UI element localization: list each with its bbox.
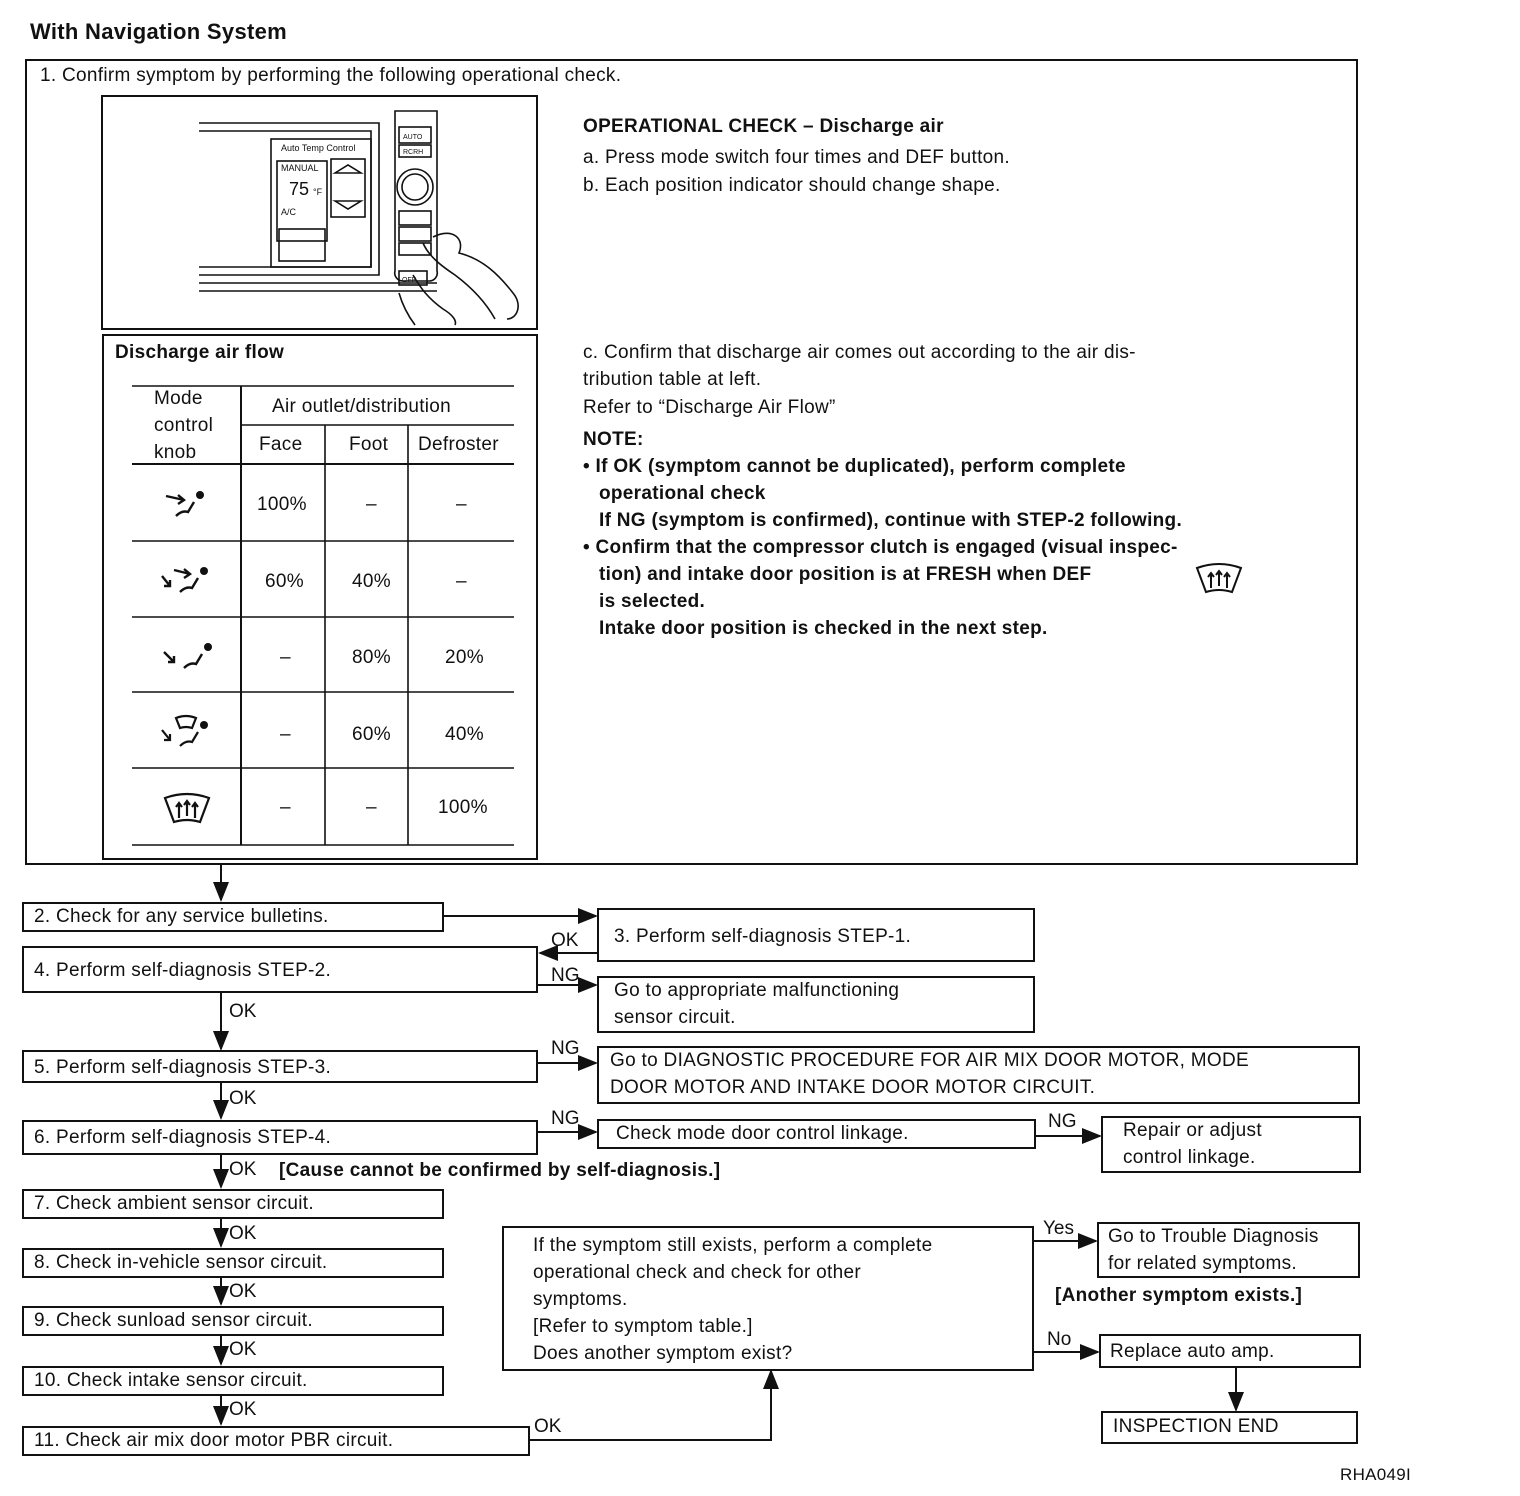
step4-ng-line1: Go to appropriate malfunctioning [614, 980, 900, 1001]
row2-face: 60% [265, 571, 304, 592]
note2-line-a: • Confirm that the compressor clutch is engaged (visual inspec- [583, 537, 1178, 558]
step5-label: 5. Perform self-diagnosis STEP-3. [34, 1057, 332, 1078]
step10-label: 10. Check intake sensor circuit. [34, 1370, 308, 1391]
trouble-diagnosis-line1: Go to Trouble Diagnosis [1108, 1226, 1319, 1247]
step1-label: 1. Confirm symptom by performing the following operational check. [40, 65, 622, 86]
step5-ng-line2: DOOR MOTOR AND INTAKE DOOR MOTOR CIRCUIT. [610, 1077, 1096, 1098]
no-label: No [1047, 1329, 1072, 1350]
row3-face: – [280, 647, 291, 668]
note2-line-b: tion) and intake door position is at FRESH when DEF [599, 564, 1092, 585]
panel-unit: °F [313, 187, 323, 197]
panel-off-button: OFF [402, 277, 416, 284]
step8-ok-label: OK [229, 1281, 257, 1302]
note-heading: NOTE: [583, 429, 644, 450]
row1-def: – [456, 494, 467, 515]
step5-ok-label: OK [229, 1088, 257, 1109]
step4-label: 4. Perform self-diagnosis STEP-2. [34, 960, 332, 981]
repair-linkage-line2: control linkage. [1123, 1147, 1256, 1168]
row3-foot: 80% [352, 647, 391, 668]
trouble-diagnosis-line2: for related symptoms. [1108, 1253, 1297, 1274]
step6-ng-label: Check mode door control linkage. [616, 1123, 909, 1144]
step3-label: 3. Perform self-diagnosis STEP-1. [614, 926, 912, 947]
row1-face: 100% [257, 494, 307, 515]
panel-recirc-button: RCRH [403, 149, 424, 156]
row5-face: – [280, 797, 291, 818]
panel-header: Auto Temp Control [281, 143, 356, 153]
replace-auto-amp-label: Replace auto amp. [1110, 1341, 1275, 1362]
column-face: Face [259, 434, 303, 455]
operational-check-a: a. Press mode switch four times and DEF button. [583, 147, 1010, 168]
inspection-end-label: INSPECTION END [1113, 1416, 1279, 1437]
operational-check-c2: tribution table at left. [583, 369, 762, 390]
step11-ok-label: OK [534, 1416, 562, 1437]
question-line2: operational check and check for other [533, 1262, 861, 1283]
column-foot: Foot [349, 434, 389, 455]
question-line1: If the symptom still exists, perform a complete [533, 1235, 933, 1256]
row4-def: 40% [445, 724, 484, 745]
note1-line-b: operational check [599, 483, 766, 504]
note2-line-c: is selected. [599, 591, 706, 612]
step11-label: 11. Check air mix door motor PBR circuit. [34, 1430, 394, 1451]
step5-ng-label: NG [551, 1038, 580, 1059]
row1-foot: – [366, 494, 377, 515]
note2-line-d: Intake door position is checked in the next step. [599, 618, 1048, 639]
step4-ok-label: OK [229, 1001, 257, 1022]
operational-check-b: b. Each position indicator should change shape. [583, 175, 1001, 196]
operational-check-refer: Refer to “Discharge Air Flow” [583, 397, 836, 418]
row5-foot: – [366, 797, 377, 818]
panel-manual: MANUAL [281, 163, 319, 173]
row2-foot: 40% [352, 571, 391, 592]
step6-ng-label: NG [551, 1108, 580, 1129]
step5-ng-line1: Go to DIAGNOSTIC PROCEDURE FOR AIR MIX DOOR MOTOR, MODE [610, 1050, 1249, 1071]
step7-label: 7. Check ambient sensor circuit. [34, 1193, 314, 1214]
row3-def: 20% [445, 647, 484, 668]
figure-id: RHA049I [1340, 1465, 1412, 1484]
row5-def: 100% [438, 797, 488, 818]
step8-label: 8. Check in-vehicle sensor circuit. [34, 1252, 328, 1273]
step6-ok-label: OK [229, 1159, 257, 1180]
row2-def: – [456, 571, 467, 592]
mode-header-1: Mode [154, 388, 203, 409]
page-title: With Navigation System [30, 19, 288, 44]
another-symptom-note: [Another symptom exists.] [1055, 1285, 1303, 1306]
step9-label: 9. Check sunload sensor circuit. [34, 1310, 313, 1331]
step2-label: 2. Check for any service bulletins. [34, 906, 329, 927]
discharge-table-title: Discharge air flow [115, 342, 285, 363]
note1-line-c: If NG (symptom is confirmed), continue with STEP-2 following. [599, 510, 1183, 531]
step10-ok-label: OK [229, 1399, 257, 1420]
yes-label: Yes [1043, 1218, 1074, 1239]
step7-ok-label: OK [229, 1223, 257, 1244]
operational-check-c1: c. Confirm that discharge air comes out according to the air dis- [583, 342, 1136, 363]
mode-header-2: control [154, 415, 214, 436]
row4-face: – [280, 724, 291, 745]
repair-linkage-line1: Repair or adjust [1123, 1120, 1262, 1141]
column-defroster: Defroster [418, 434, 499, 455]
mode-header-3: knob [154, 442, 197, 463]
step4-ng-label: NG [551, 965, 580, 986]
note1-line-a: • If OK (symptom cannot be duplicated), perform complete [583, 456, 1126, 477]
operational-check-heading: OPERATIONAL CHECK – Discharge air [583, 116, 944, 137]
step4-ng-line2: sensor circuit. [614, 1007, 736, 1028]
question-line3: symptoms. [533, 1289, 628, 1310]
linkage-ng-label: NG [1048, 1111, 1077, 1132]
cause-note: [Cause cannot be confirmed by self-diagnosis.] [279, 1160, 721, 1181]
air-outlet-header: Air outlet/distribution [272, 396, 452, 417]
question-line4: [Refer to symptom table.] [533, 1316, 753, 1337]
panel-ac: A/C [281, 207, 297, 217]
panel-temp: 75 [289, 179, 310, 199]
step9-ok-label: OK [229, 1339, 257, 1360]
question-line5: Does another symptom exist? [533, 1343, 793, 1364]
panel-auto-button: AUTO [403, 134, 423, 141]
step6-label: 6. Perform self-diagnosis STEP-4. [34, 1127, 332, 1148]
row4-foot: 60% [352, 724, 391, 745]
step3-ok-label: OK [551, 930, 579, 951]
